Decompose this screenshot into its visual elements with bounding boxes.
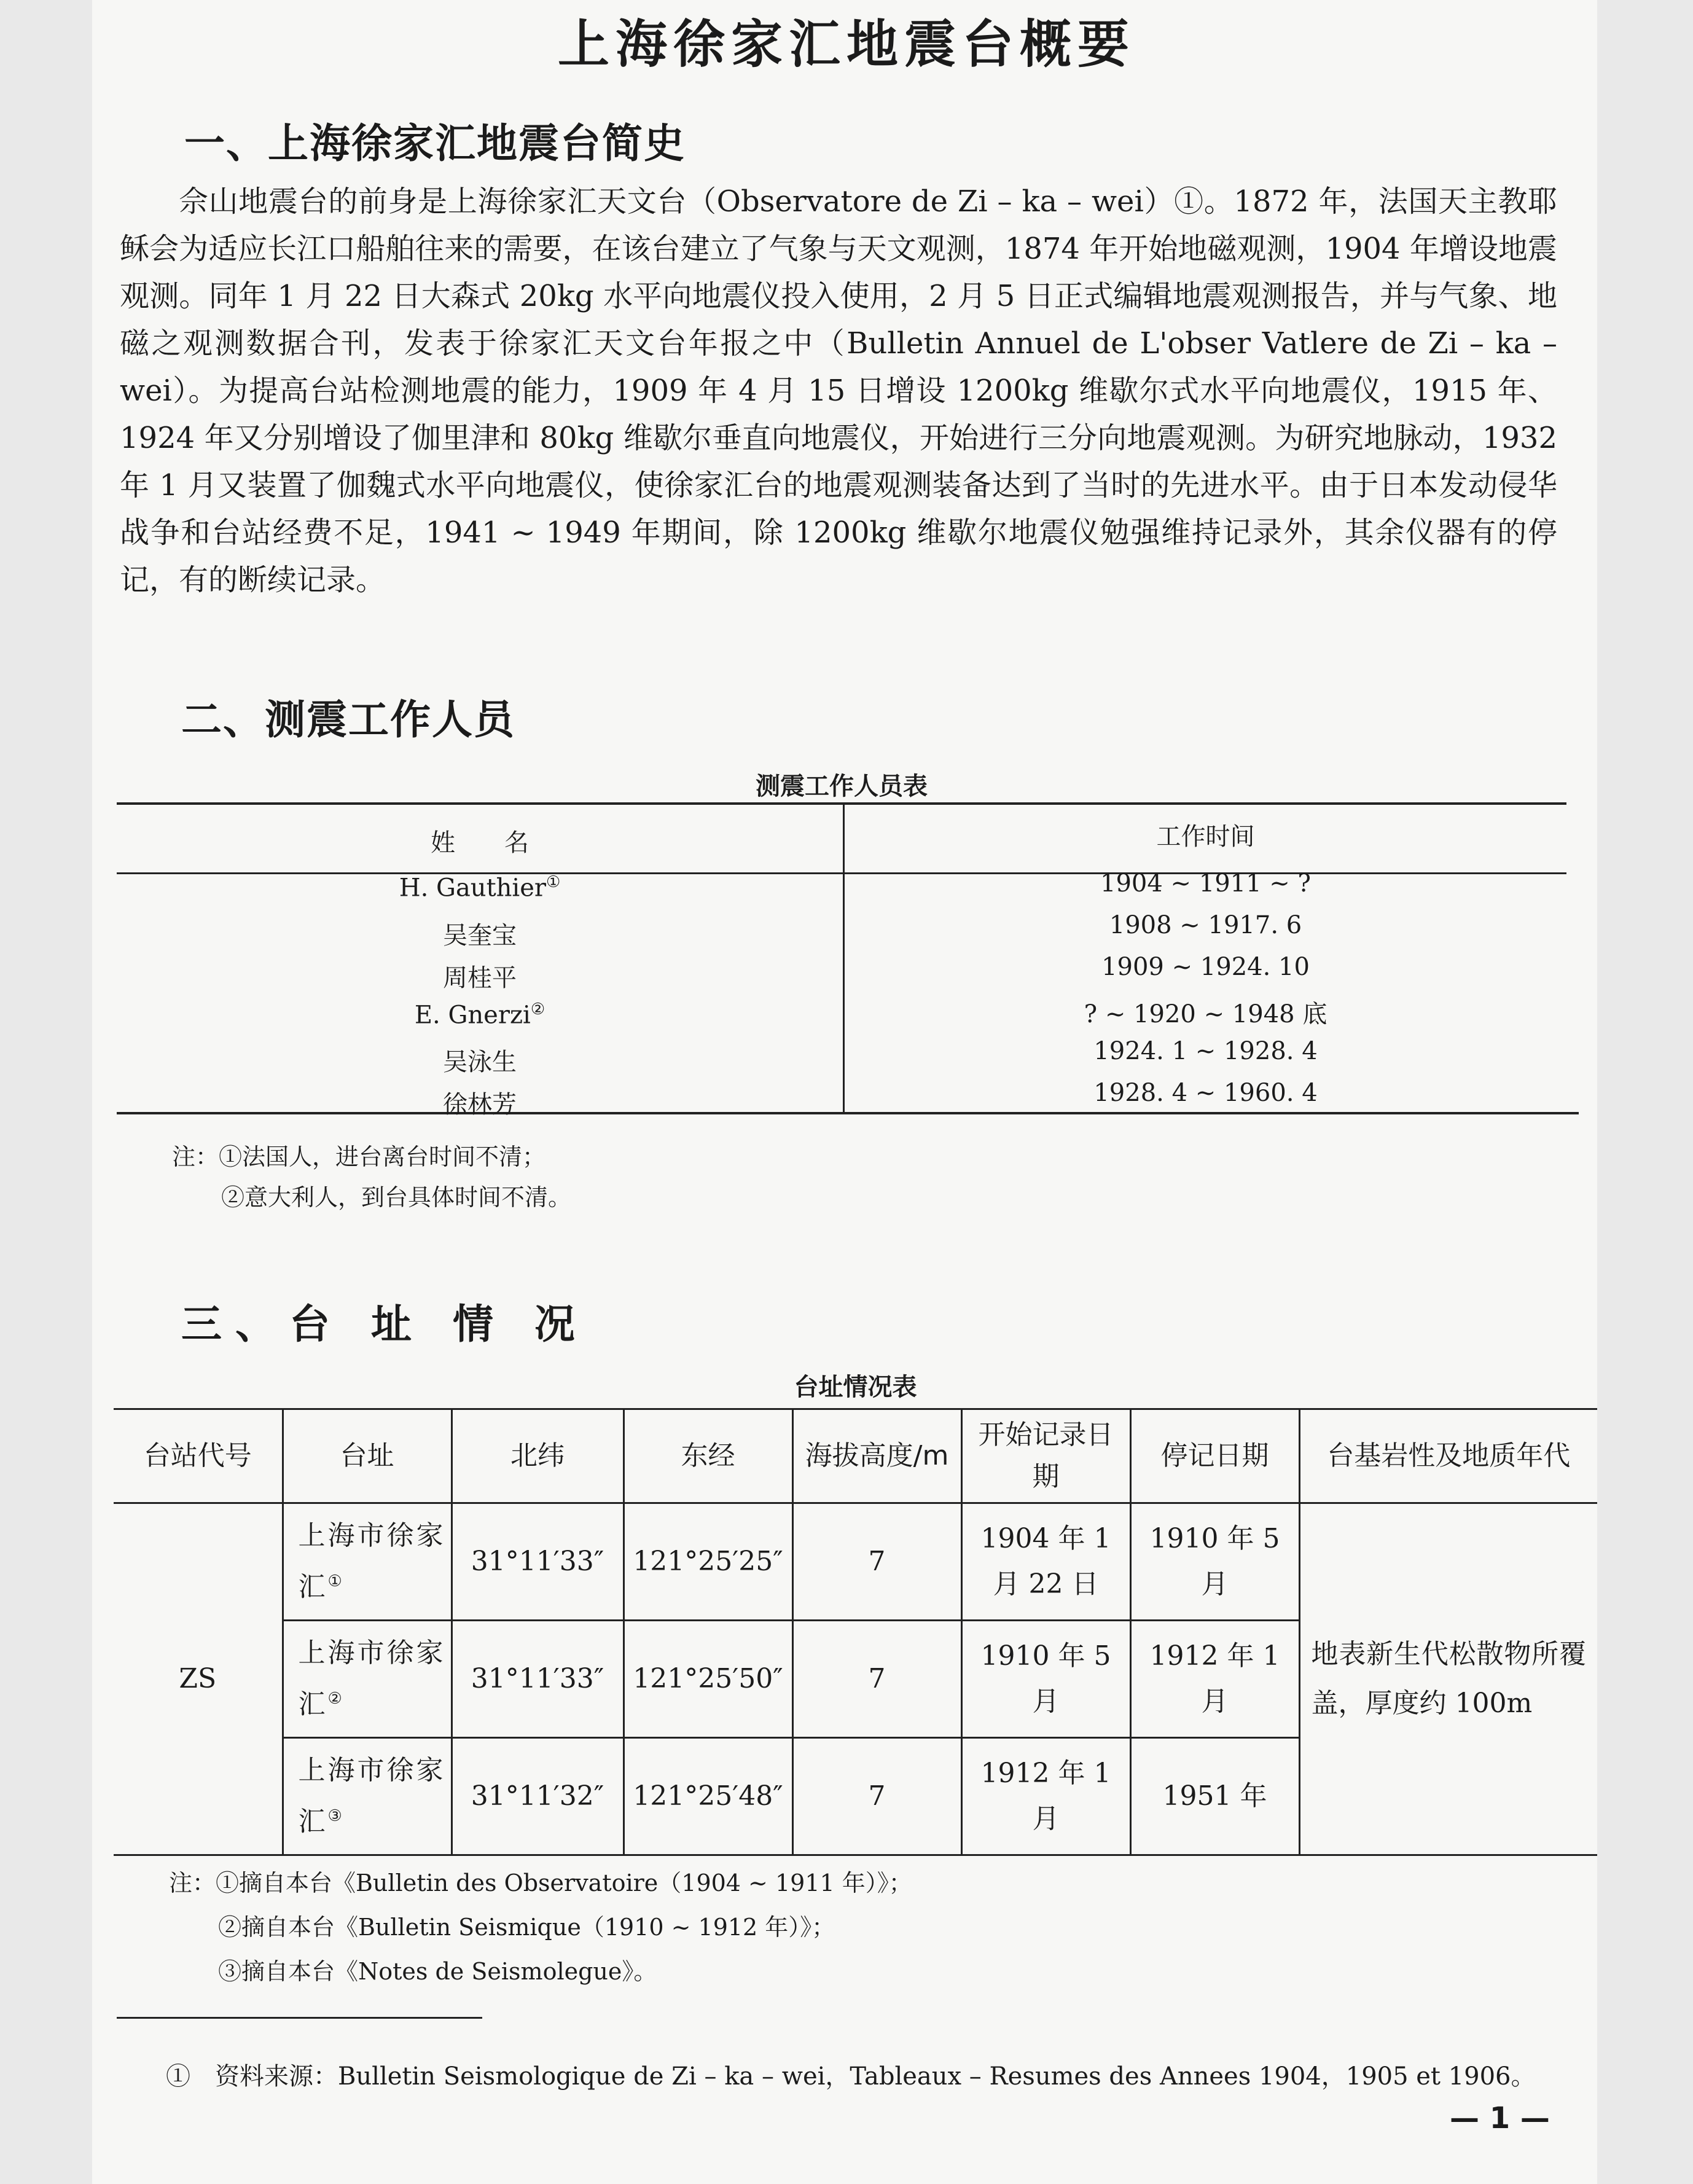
staff-header-period: 工作时间	[1156, 823, 1255, 851]
staff-name: 周桂平	[443, 964, 517, 992]
staff-name: 吴奎宝	[443, 922, 517, 950]
site-longitude: 121°25′48″	[624, 1738, 792, 1855]
site-altitude: 7	[792, 1738, 961, 1855]
page-number: — 1 —	[1450, 2101, 1550, 2135]
site-longitude: 121°25′50″	[624, 1621, 792, 1738]
history-text: 佘山地震台的前身是上海徐家汇天文台（Observatore de Zi – ka – wei）①。1872 年，法国天主教耶稣会为适应长江口船舶往来的需要，在该台建立了气象与天文观测，1874 年开始地磁观测，1904 年增设地震观测。同年 1 月 22 日大森式 20kg 水平向地震仪投入使用，2 月 5 日正式编辑地震观测报告，并与气象、地磁之观测数据合刊，发表于徐家汇天文台年报之中（Bulletin Annuel de L'obser Vatlere de Zi – ka – wei）。为提高台站检测地震的能力，1909 年 4 月 15 日增设 1200kg 维歇尔式水平向地震仪，1915 年、1924 年又分别增设了伽里津和 80kg 维歇尔垂直向地震仪，开始进行三分向地震观测。为研究地脉动，1932 年 1 月又装置了伽魏式水平向地震仪，使徐家汇台的地震观测装备达到了当时的先进水平。由于日本发动侵华战争和台站经费不足，1941 ~ 1949 年期间，除 1200kg 维歇尔地震仪勉强维持记录外，其余仪器有的停记，有的断续记录。	[120, 184, 1557, 597]
site-start-date: 1912 年 1 月	[961, 1738, 1130, 1855]
section2-heading: 二、测震工作人员	[181, 696, 515, 743]
header-latitude: 北纬	[452, 1409, 624, 1503]
section1-heading: 一、上海徐家汇地震台简史	[184, 120, 686, 167]
site-table	[114, 1408, 1597, 1856]
header-station-code: 台站代号	[114, 1409, 283, 1503]
header-altitude: 海拔高度/m	[792, 1409, 961, 1503]
header-bedrock: 台基岩性及地质年代	[1299, 1409, 1597, 1503]
site-name: 上海市徐家汇①	[283, 1503, 452, 1621]
site-name: 上海市徐家汇②	[283, 1621, 452, 1738]
site-latitude: 31°11′32″	[452, 1738, 624, 1855]
site-table-header-row	[114, 1409, 1597, 1503]
site-note-3: ③摘自本台《Notes de Seismolegue》。	[218, 1958, 657, 1985]
staff-period: 1928. 4 ~ 1960. 4	[1093, 1079, 1318, 1107]
site-altitude: 7	[792, 1503, 961, 1621]
section3-heading: 三、台 址 情 况	[181, 1301, 588, 1348]
staff-period: ? ~ 1920 ~ 1948 底	[1084, 1000, 1327, 1028]
staff-note-1: 注：①法国人，进台离台时间不清；	[172, 1143, 546, 1170]
staff-period: 1909 ~ 1924. 10	[1101, 953, 1310, 981]
site-note-1: 注：①摘自本台《Bulletin des Observatoire（1904 ~ 1911 年）》；	[169, 1869, 912, 1896]
staff-note-2: ②意大利人，到台具体时间不清。	[221, 1184, 572, 1211]
table-row	[114, 1503, 1597, 1621]
staff-table-caption: 测震工作人员表	[756, 772, 928, 800]
staff-header-name: 姓 名	[431, 829, 529, 857]
site-end-date: 1912 年 1 月	[1130, 1621, 1299, 1738]
staff-name: H. Gauthier①	[399, 873, 561, 902]
header-end-date: 停记日期	[1130, 1409, 1299, 1503]
site-latitude: 31°11′33″	[452, 1503, 624, 1621]
site-name: 上海市徐家汇③	[283, 1738, 452, 1855]
site-latitude: 31°11′33″	[452, 1621, 624, 1738]
footnote-rule	[117, 2017, 482, 2019]
site-altitude: 7	[792, 1621, 961, 1738]
staff-period: 1908 ~ 1917. 6	[1109, 911, 1302, 939]
site-start-date: 1910 年 5 月	[961, 1621, 1130, 1738]
staff-table-top-rule	[117, 802, 1566, 805]
header-site: 台址	[283, 1409, 452, 1503]
header-longitude: 东经	[624, 1409, 792, 1503]
page-title: 上海徐家汇地震台概要	[557, 14, 1135, 74]
header-start-date: 开始记录日期	[961, 1409, 1130, 1503]
site-note-2: ②摘自本台《Bulletin Seismique（1910 ~ 1912 年）》；	[218, 1914, 835, 1941]
staff-name: 徐林芳	[443, 1090, 517, 1119]
site-start-date: 1904 年 1 月 22 日	[961, 1503, 1130, 1621]
bedrock-description: 地表新生代松散物所覆盖，厚度约 100m	[1299, 1503, 1597, 1855]
site-longitude: 121°25′25″	[624, 1503, 792, 1621]
site-end-date: 1951 年	[1130, 1738, 1299, 1855]
station-code: ZS	[114, 1503, 283, 1855]
footnote: ① 资料来源：Bulletin Seismologique de Zi – ka – wei，Tableaux – Resumes des Annees 1904，1905 et 1906。	[166, 2062, 1536, 2091]
staff-period: 1904 ~ 1911 ~ ?	[1100, 869, 1311, 898]
site-end-date: 1910 年 5 月	[1130, 1503, 1299, 1621]
staff-period: 1924. 1 ~ 1928. 4	[1093, 1037, 1318, 1065]
section1-paragraph	[120, 178, 1557, 604]
site-table-caption: 台址情况表	[794, 1373, 917, 1401]
staff-name: E. Gnerzi②	[414, 1000, 545, 1030]
staff-name: 吴泳生	[443, 1048, 517, 1076]
